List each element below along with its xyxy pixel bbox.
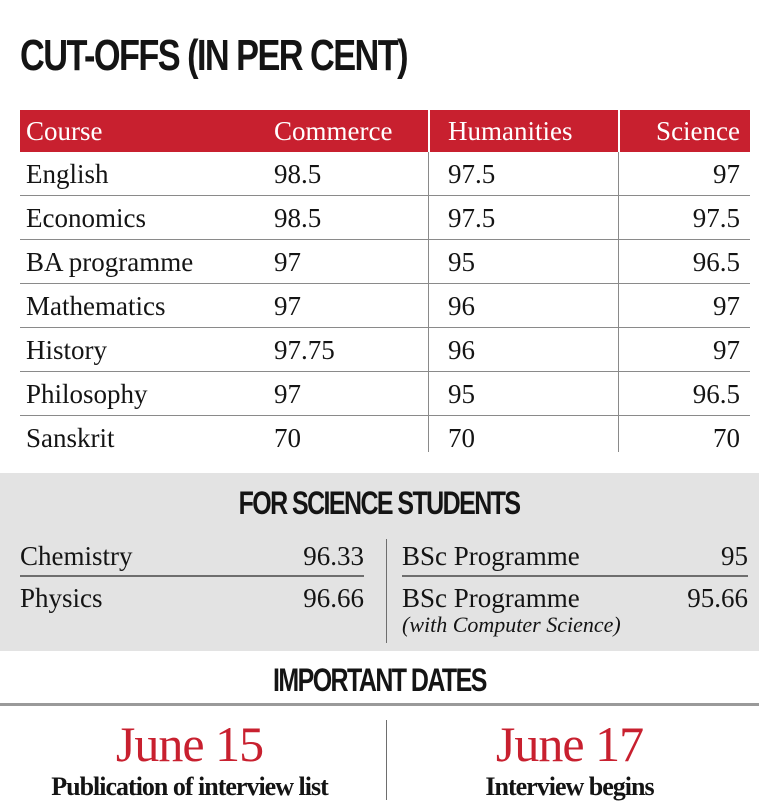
science-cell: 97: [713, 335, 740, 365]
humanities-cell: 95: [448, 247, 475, 277]
table-row: [20, 372, 750, 416]
science-column-divider: [386, 539, 387, 643]
list-item: [402, 535, 748, 577]
science-cell: 96.5: [692, 379, 740, 409]
list-item: [20, 535, 364, 577]
commerce-cell: 70: [274, 423, 301, 453]
humanities-cell: 97.5: [448, 203, 496, 233]
column-header-science: Science: [656, 116, 740, 146]
course-cell: Economics: [26, 203, 146, 233]
humanities-cell: 95: [448, 379, 475, 409]
table-row: [20, 328, 750, 372]
subject-note: (with Computer Science): [402, 612, 621, 637]
dates-divider-rule: [0, 703, 759, 706]
humanities-cell: 96: [448, 291, 475, 321]
header-divider: [618, 110, 620, 152]
commerce-cell: 98.5: [274, 203, 322, 233]
list-item: [20, 577, 364, 619]
date-caption: Publication of interview list: [51, 772, 328, 801]
science-students-panel: [0, 473, 759, 651]
list-item: [402, 577, 748, 641]
subject-label: Chemistry: [20, 541, 133, 571]
page-title: CUT-OFFS (IN PER CENT): [20, 31, 408, 80]
table-row: [20, 416, 750, 460]
course-cell: Philosophy: [26, 379, 148, 409]
column-header-humanities: Humanities: [448, 116, 573, 146]
commerce-cell: 98.5: [274, 159, 322, 189]
commerce-cell: 97.75: [274, 335, 335, 365]
column-header-commerce: Commerce: [274, 116, 393, 146]
subject-value: 95.66: [687, 583, 748, 613]
table-row: [20, 196, 750, 240]
subject-label: Physics: [20, 583, 103, 613]
column-divider: [428, 152, 429, 452]
humanities-cell: 70: [448, 423, 475, 453]
important-dates-heading: IMPORTANT DATES: [273, 662, 486, 698]
cutoff-table: [20, 110, 750, 460]
science-cell: 97: [713, 159, 740, 189]
commerce-cell: 97: [274, 291, 301, 321]
subject-value: 96.66: [303, 583, 364, 613]
table-row: [20, 240, 750, 284]
date-item: [0, 716, 379, 802]
subject-label: BSc Programme: [402, 541, 580, 571]
subject-label: BSc Programme: [402, 583, 580, 613]
science-cell: 70: [713, 423, 740, 453]
header-divider: [428, 110, 430, 152]
subject-value: 95: [721, 541, 748, 571]
course-cell: Sanskrit: [26, 423, 115, 453]
science-cell: 97.5: [692, 203, 740, 233]
commerce-cell: 97: [274, 379, 301, 409]
course-cell: BA programme: [26, 247, 194, 277]
date-value: June 17: [495, 716, 644, 772]
column-header-course: Course: [26, 116, 103, 146]
date-caption: Interview begins: [485, 772, 654, 801]
course-cell: Mathematics: [26, 291, 166, 321]
science-cell: 96.5: [692, 247, 740, 277]
science-students-heading: FOR SCIENCE STUDENTS: [239, 485, 520, 521]
humanities-cell: 96: [448, 335, 475, 365]
commerce-cell: 97: [274, 247, 301, 277]
course-cell: History: [26, 335, 107, 365]
subject-value: 96.33: [303, 541, 364, 571]
course-cell: English: [26, 159, 109, 189]
table-row: [20, 284, 750, 328]
humanities-cell: 97.5: [448, 159, 496, 189]
date-value: June 15: [115, 716, 264, 772]
table-header-row: [20, 110, 750, 152]
table-row: [20, 152, 750, 196]
science-cell: 97: [713, 291, 740, 321]
column-divider: [618, 152, 619, 452]
date-item: [380, 716, 759, 802]
